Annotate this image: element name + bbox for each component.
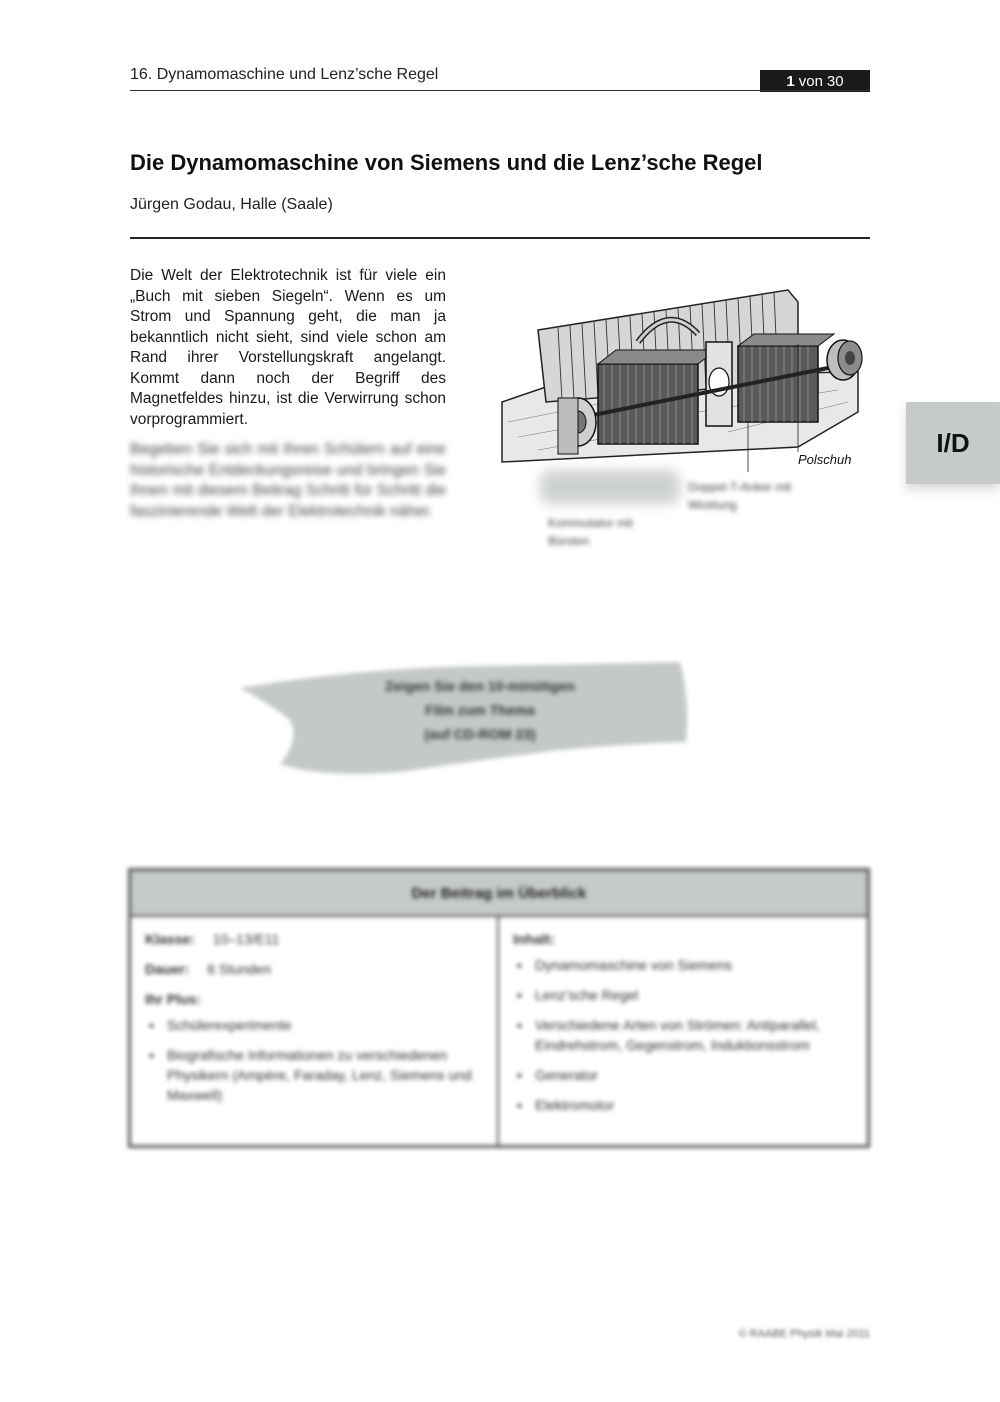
banner-line-1: Zeigen Sie den 10-minütigen xyxy=(385,678,575,694)
list-item: ▪ Biografische Informationen zu verschiedenen Physikern (Ampère, Faraday, Lenz, Siemens und Maxwell) xyxy=(145,1045,483,1105)
list-item: ▪ Verschiedene Arten von Strömen: Antiparallel, Eindrehstrom, Gegenstrom, Induktionsstrom xyxy=(513,1015,853,1055)
list-item: ▪ Schülerexperimente xyxy=(145,1015,483,1035)
dynamo-machine-illustration xyxy=(498,272,870,472)
plus-list xyxy=(145,1015,483,1105)
dauer-value: 6 Stunden xyxy=(207,961,272,977)
label-polschuh: Polschuh xyxy=(798,452,852,467)
dauer-row xyxy=(145,959,483,979)
running-header: 16. Dynamomaschine und Lenz’sche Regel xyxy=(130,66,439,83)
film-banner-text xyxy=(340,674,620,746)
list-item: ▪ Lenz’sche Regel xyxy=(513,985,853,1005)
page-current: 1 xyxy=(786,72,795,90)
page-separator: von xyxy=(798,72,823,90)
second-paragraph: Begeben Sie sich mit Ihren Schülern auf eine historische Entdeckungsreise und bringen Sie ihnen mit diesem Beitrag Schritt für Schritt die faszinierende Welt der Elektrotechnik näher. xyxy=(130,441,446,520)
overview-left-column xyxy=(131,917,499,1145)
page-title: Die Dynamomaschine von Siemens und die Lenz’sche Regel xyxy=(130,150,763,175)
list-item: ▪ Generator xyxy=(513,1065,853,1085)
intro-text xyxy=(130,266,446,532)
klasse-label: Klasse: xyxy=(145,931,195,947)
list-item: ▪ Elektromotor xyxy=(513,1095,853,1115)
overview-body xyxy=(131,917,867,1145)
header-divider xyxy=(130,90,870,91)
title-divider xyxy=(130,237,870,239)
overview-right-column xyxy=(499,917,867,1145)
page-total: 30 xyxy=(826,72,844,90)
dauer-label: Dauer: xyxy=(145,961,190,977)
label-kommutator: Kommutator mit Bürsten xyxy=(548,516,633,548)
list-item: ▪ Dynamomaschine von Siemens xyxy=(513,955,853,975)
section-tab: I/D xyxy=(906,402,1000,484)
plus-row xyxy=(145,989,483,1105)
page-counter xyxy=(760,70,870,92)
banner-line-3: (auf CD-ROM 23) xyxy=(424,726,536,742)
banner-line-2: Film zum Thema xyxy=(425,702,535,718)
intro-paragraph: Die Welt der Elektrotechnik ist für viele ein „Buch mit sieben Siegeln“. Wenn es um Strom und Spannung geht, die man ja bekanntlich nicht sieht, sind viele schon am Rand ihrer Vorstellungskraft angelangt. Kommt dann noch der Begriff des Magnetfeldes hinzu, ist die Verwirrung schon vorprogrammiert. xyxy=(130,267,446,428)
label-magnet: Doppel-T-Anker mit Wicklung xyxy=(688,480,792,512)
author-line: Jürgen Godau, Halle (Saale) xyxy=(130,196,333,213)
overview-heading: Der Beitrag im Überblick xyxy=(131,871,867,917)
klasse-value: 10–13/E11 xyxy=(212,931,280,947)
klasse-row xyxy=(145,929,483,949)
inhalt-label: Inhalt: xyxy=(513,931,555,947)
footer-copyright: © RAABE Physik Mai 2011 xyxy=(738,1328,870,1340)
overview-box xyxy=(128,868,870,1148)
plus-label: Ihr Plus: xyxy=(145,991,202,1007)
label-highlight xyxy=(540,470,680,504)
inhalt-list xyxy=(513,955,853,1115)
